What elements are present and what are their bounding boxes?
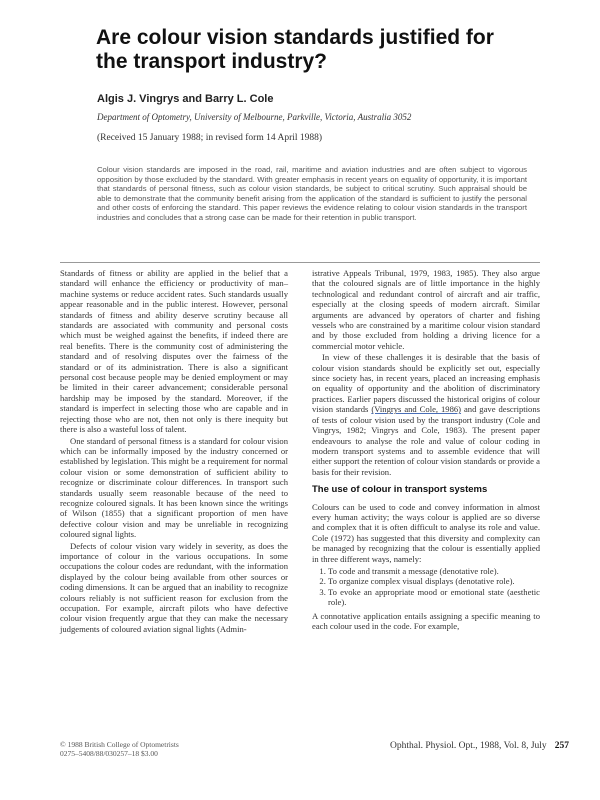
list-item: 1. To code and transmit a message (denotative role).	[328, 566, 540, 576]
paragraph-text: In view of these challenges it is desirable that the basis of colour vision standards should be explicitly set out, especially since society has, in recent years, placed an increasing emphasis on equality of opportunity and the abolition of discriminatory practices. Earlier papers discussed the historical origins of colour vision standards	[312, 352, 540, 415]
received-date: (Received 15 January 1988; in revised form 14 April 1988)	[97, 133, 323, 143]
paragraph: Colours can be used to code and convey information in almost every human activity; the ways colour is applied are so diverse and complex that it is often difficult to analyse its role and value. Cole (1972) has suggested that this diversity and complexity can be managed by recognizing that the colour is essentially applied in three different ways, namely:	[312, 501, 540, 564]
paragraph	[312, 352, 540, 477]
list-item: 3. To evoke an appropriate mood or emotional state (aesthetic role).	[328, 587, 540, 608]
journal-citation: Ophthal. Physiol. Opt., 1988, Vol. 8, July	[390, 741, 547, 751]
list-item: 2. To organize complex visual displays (denotative role).	[328, 576, 540, 586]
section-divider	[60, 262, 540, 263]
paragraph: A connotative application entails assigning a specific meaning to each colour used in the code. For example,	[312, 610, 540, 631]
abstract: Colour vision standards are imposed in the road, rail, maritime and aviation industries and are often subject to vigorous opposition by those excluded by the standard. With greater emphasis in recent years on equality of opportunity, it is important that standards of personal fitness, such as colour vision standards, be subject to critical scrutiny. Such appraisal should be able to demonstrate that the community benefit arising from the application of the standard is sufficient to justify the personal and other costs of enforcing the standard. This paper reviews the evidence relating to colour vision standards in the transport industries and concludes that a strong case can be made for their retention in public transport.	[97, 165, 527, 222]
affiliation: Department of Optometry, University of Melbourne, Parkville, Victoria, Australia 3052	[97, 112, 412, 122]
footer-journal	[390, 741, 569, 751]
paragraph: Standards of fitness or ability are applied in the belief that a standard will enhance the efficiency or productivity of man–machine systems or reduce accident rates. Such standards usually appear reasonable and in the public interest. However, personal standards of fitness and ability deserve scrutiny because all standards are associated with community and personal costs which must be weighed against the benefits, if indeed there are real benefits. There is the community cost of administering the standard and of resolving disputes over the fairness of the standard or of its administration. There is also a significant personal cost because people may be denied employment or may be limited in their career advancement; considerable personal hardship may be imposed by the standard. Moreover, if the standard is imperfect in selecting those who are capable and in rejecting those who are not, then not only is there inequity but there is also a wasteful loss of talent.	[60, 268, 288, 435]
paragraph: istrative Appeals Tribunal, 1979, 1983, 1985). They also argue that the coloured signals are of little importance in the highly technological and redundant control of aircraft and air traffic, especially at the closing speeds of modern aircraft. Similar arguments are advanced by operators of charter and fishing vessels who are constrained by a maritime colour vision standard and by those excluded from holding a driving licence for a commercial motor vehicle.	[312, 268, 540, 351]
numbered-list	[312, 566, 540, 608]
paragraph-text: and gave descriptions of tests of colour vision used by the transport industry (Cole and Vingrys, 1982; Vingrys and Cole, 1983). The present paper endeavours to analyse the role and value of colour coding in modern transport systems and to assemble evidence that will either support the retention of colour vision standards or provide a basis for their revision.	[312, 404, 540, 477]
paragraph: One standard of personal fitness is a standard for colour vision which can be informally imposed by the industry concerned or established by legislation. This might be a requirement for normal colour vision or some demonstration of sufficient ability to recognize or discriminate colour differences. In transport such standards usually seem reasonable because of the need to recognize coloured signals. It has been known since the writings of Wilson (1855) that a significant proportion of men have defective colour vision and may be unreliable in recognizing coloured signal lights.	[60, 435, 288, 540]
authors: Algis J. Vingrys and Barry L. Cole	[97, 93, 274, 105]
article-title: Are colour vision standards justified for the transport industry?	[96, 26, 494, 73]
section-heading: The use of colour in transport systems	[312, 484, 488, 496]
left-column	[60, 268, 288, 635]
citation-link[interactable]: (Vingrys and Cole, 1986)	[371, 404, 462, 415]
copyright-text: © 1988 British College of Optometrists	[60, 740, 179, 749]
footer-copyright	[60, 740, 179, 758]
page-number: 257	[554, 741, 569, 751]
paragraph: Defects of colour vision vary widely in severity, as does the importance of colour in the various occupations. In some occupations the colour codes are redundant, with the information displayed by the colour being available from other sources or coding dimensions. It can be argued that an inability to recognize colours reliably is not sufficient reason for exclusion from the occupation. For example, aircraft pilots who have defective colour vision frequently argue that they can make the necessary judgements of coloured aviation signal lights (Admin-	[60, 540, 288, 634]
right-column	[312, 268, 540, 632]
article-code: 0275–5408/88/030257–18 $3.00	[60, 749, 158, 758]
